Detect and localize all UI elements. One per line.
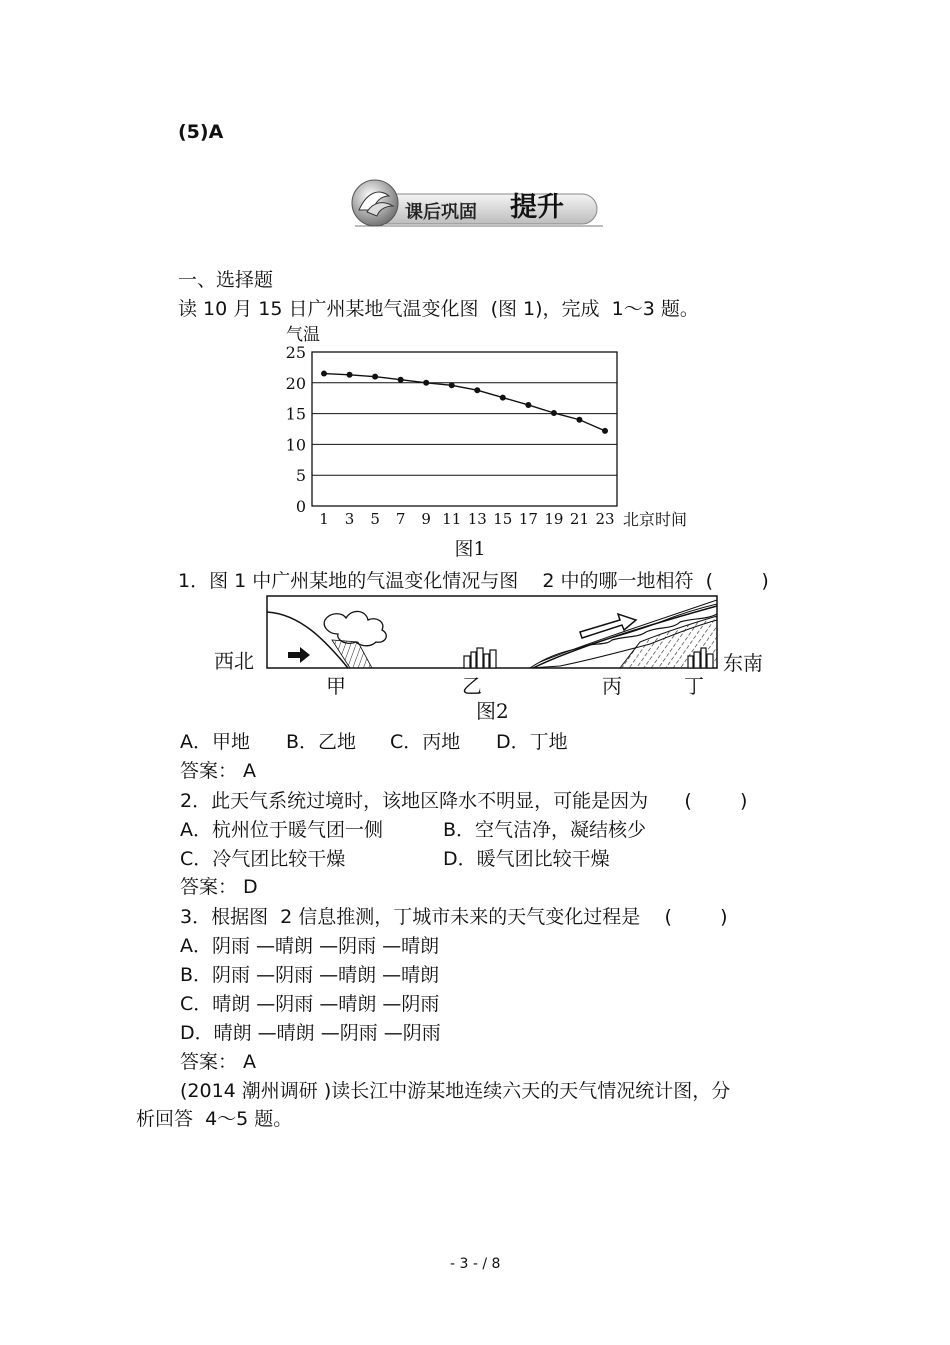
figure-1 (270, 322, 710, 567)
question-3-stem: 3．根据图 2 信息推测，丁城市未来的天气变化过程是 ( ) (180, 906, 728, 928)
section-banner (345, 176, 605, 232)
x-tick-label: 11 (442, 510, 462, 528)
q1-option-d: D．丁地 (496, 731, 568, 753)
x-tick-label: 21 (569, 510, 590, 528)
y-tick-label: 25 (285, 343, 306, 362)
data-point (449, 382, 455, 388)
x-tick-label: 17 (518, 510, 538, 528)
figure-1-caption: 图1 (454, 538, 486, 560)
y-tick-label: 5 (295, 466, 306, 486)
q2-option-d: D．暖气团比较干燥 (443, 848, 610, 870)
data-point (321, 371, 327, 377)
q2-answer: 答案： D (180, 876, 258, 898)
data-point (398, 377, 404, 383)
q2-option-b: B．空气洁净，凝结核少 (443, 819, 647, 841)
data-point (576, 417, 582, 423)
y-tick-label: 15 (285, 404, 306, 424)
data-point (347, 372, 353, 378)
figure-2-caption: 图2 (476, 699, 509, 723)
x-tick-label: 5 (370, 510, 380, 528)
q1-option-c: C．丙地 (390, 731, 461, 753)
q3-option-a: A．阴雨 —晴朗 —阴雨 —晴朗 (180, 935, 440, 957)
point-label-bing: 丙 (602, 674, 622, 698)
q2-option-c: C．冷气团比较干燥 (180, 848, 346, 870)
point-label-ding: 丁 (684, 674, 704, 698)
data-point (525, 402, 531, 408)
section-title: 一、选择题 (178, 269, 274, 291)
point-label-yi: 乙 (462, 674, 482, 698)
data-point (372, 374, 378, 380)
q1-option-b: B．乙地 (286, 731, 357, 753)
banner-emph: 提升 (510, 192, 564, 223)
q3-answer: 答案： A (180, 1051, 257, 1073)
y-tick-label: 20 (285, 373, 306, 393)
x-tick-label: 3 (344, 510, 355, 528)
q2-option-a: A．杭州位于暖气团一侧 (180, 819, 383, 841)
temperature-chart (270, 322, 710, 567)
point-label-jia: 甲 (326, 674, 346, 698)
next-intro-line-1: (2014 潮州调研 )读长江中游某地连续六天的天气情况统计图，分 (180, 1080, 731, 1102)
x-tick-label: 1 (319, 510, 329, 528)
x-tick-label: 23 (595, 510, 615, 528)
y-axis-label: 气温 (286, 325, 320, 345)
direction-west-label: 西北 (214, 649, 254, 673)
x-tick-label: 13 (467, 510, 487, 528)
x-axis-label: 北京时间 (623, 510, 688, 529)
q1-answer: 答案： A (180, 760, 257, 782)
x-tick-label: 19 (544, 510, 564, 528)
x-tick-label: 9 (421, 510, 431, 528)
figure-2 (200, 590, 780, 730)
question-2-stem: 2．此天气系统过境时，该地区降水不明显，可能是因为 ( ) (180, 790, 748, 812)
q3-option-c: C．晴朗 —阴雨 —晴朗 —阴雨 (180, 993, 440, 1015)
page-number: - 3 - / 8 (450, 1256, 501, 1272)
question-1-stem: 1．图 1 中广州某地的气温变化情况与图 2 中的哪一地相符 ( ) (178, 570, 769, 592)
x-tick-label: 15 (493, 510, 513, 528)
q3-option-d: D．晴朗 —晴朗 —阴雨 —阴雨 (180, 1022, 441, 1044)
data-point (423, 380, 429, 386)
next-intro-line-2: 析回答 4～5 题。 (136, 1108, 293, 1130)
data-point (500, 395, 506, 401)
y-tick-label: 10 (285, 435, 306, 455)
data-point (602, 428, 608, 434)
direction-east-label: 东南 (723, 651, 763, 675)
banner-label: 课后巩固 (405, 202, 477, 223)
q1-option-a: A．甲地 (180, 731, 250, 753)
question-intro: 读 10 月 15 日广州某地气温变化图 (图 1)，完成 1～3 题。 (178, 298, 699, 320)
x-tick-label: 7 (395, 510, 406, 528)
data-point (474, 387, 480, 393)
q3-option-b: B．阴雨 —阴雨 —晴朗 —晴朗 (180, 964, 440, 986)
data-point (551, 410, 557, 416)
y-tick-label: 0 (295, 497, 306, 516)
previous-answer: (5)A (178, 121, 224, 143)
